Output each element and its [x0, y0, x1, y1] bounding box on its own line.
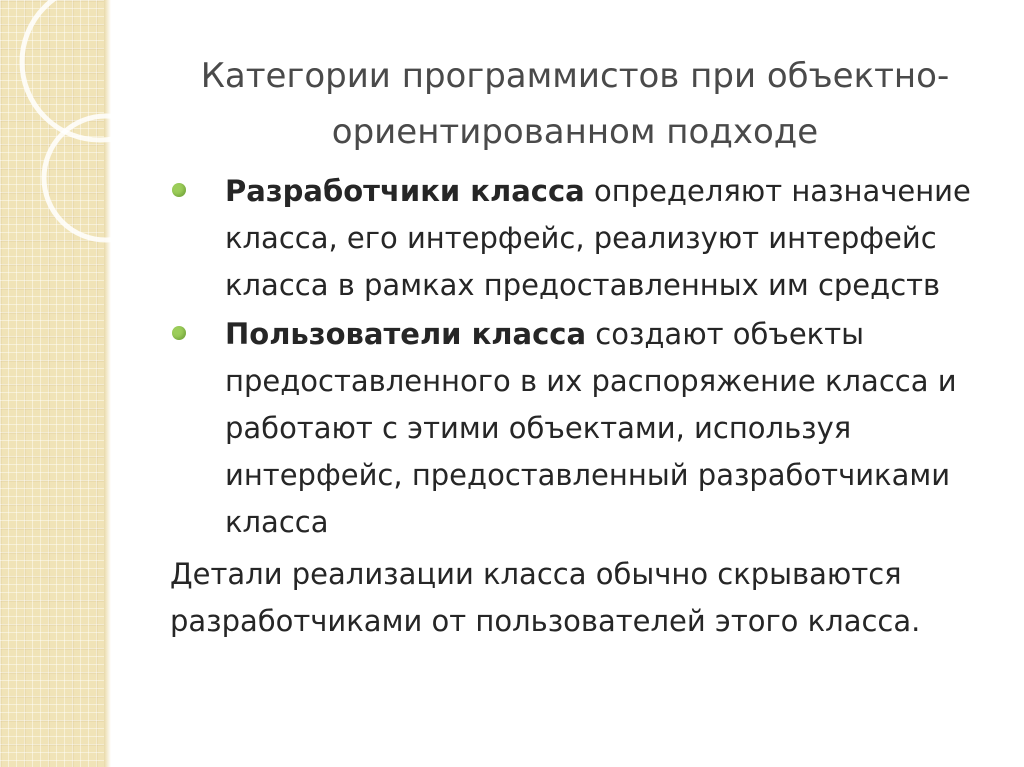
summary-paragraph: Детали реализации класса обычно скрываются разработчиками от пользователей этого класса. [170, 557, 921, 638]
bullet-item-class-developers [170, 168, 1000, 309]
bullet-term: Пользователи класса [225, 317, 587, 351]
slide-title: Категории программистов при объектно-ориентированном подходе [200, 56, 950, 152]
decorative-rings [0, 0, 130, 260]
bullet-list [170, 168, 1000, 546]
bullet-term: Разработчики класса [225, 174, 585, 208]
bullet-text: определяют назначение класса, его интерфейс, реализуют интерфейс класса в рамках предоставленных им средств [225, 174, 971, 302]
bullet-item-class-users [170, 311, 1000, 546]
bullet-dot-icon [172, 326, 186, 340]
bullet-text: создают объекты предоставленного в их распоряжение класса и работают с этими объектами, используя интерфейс, предоставленный разработчиками класса [225, 317, 957, 539]
bullet-dot-icon [172, 183, 186, 197]
slide-content [170, 168, 1000, 645]
decorative-ring-small [44, 116, 130, 240]
